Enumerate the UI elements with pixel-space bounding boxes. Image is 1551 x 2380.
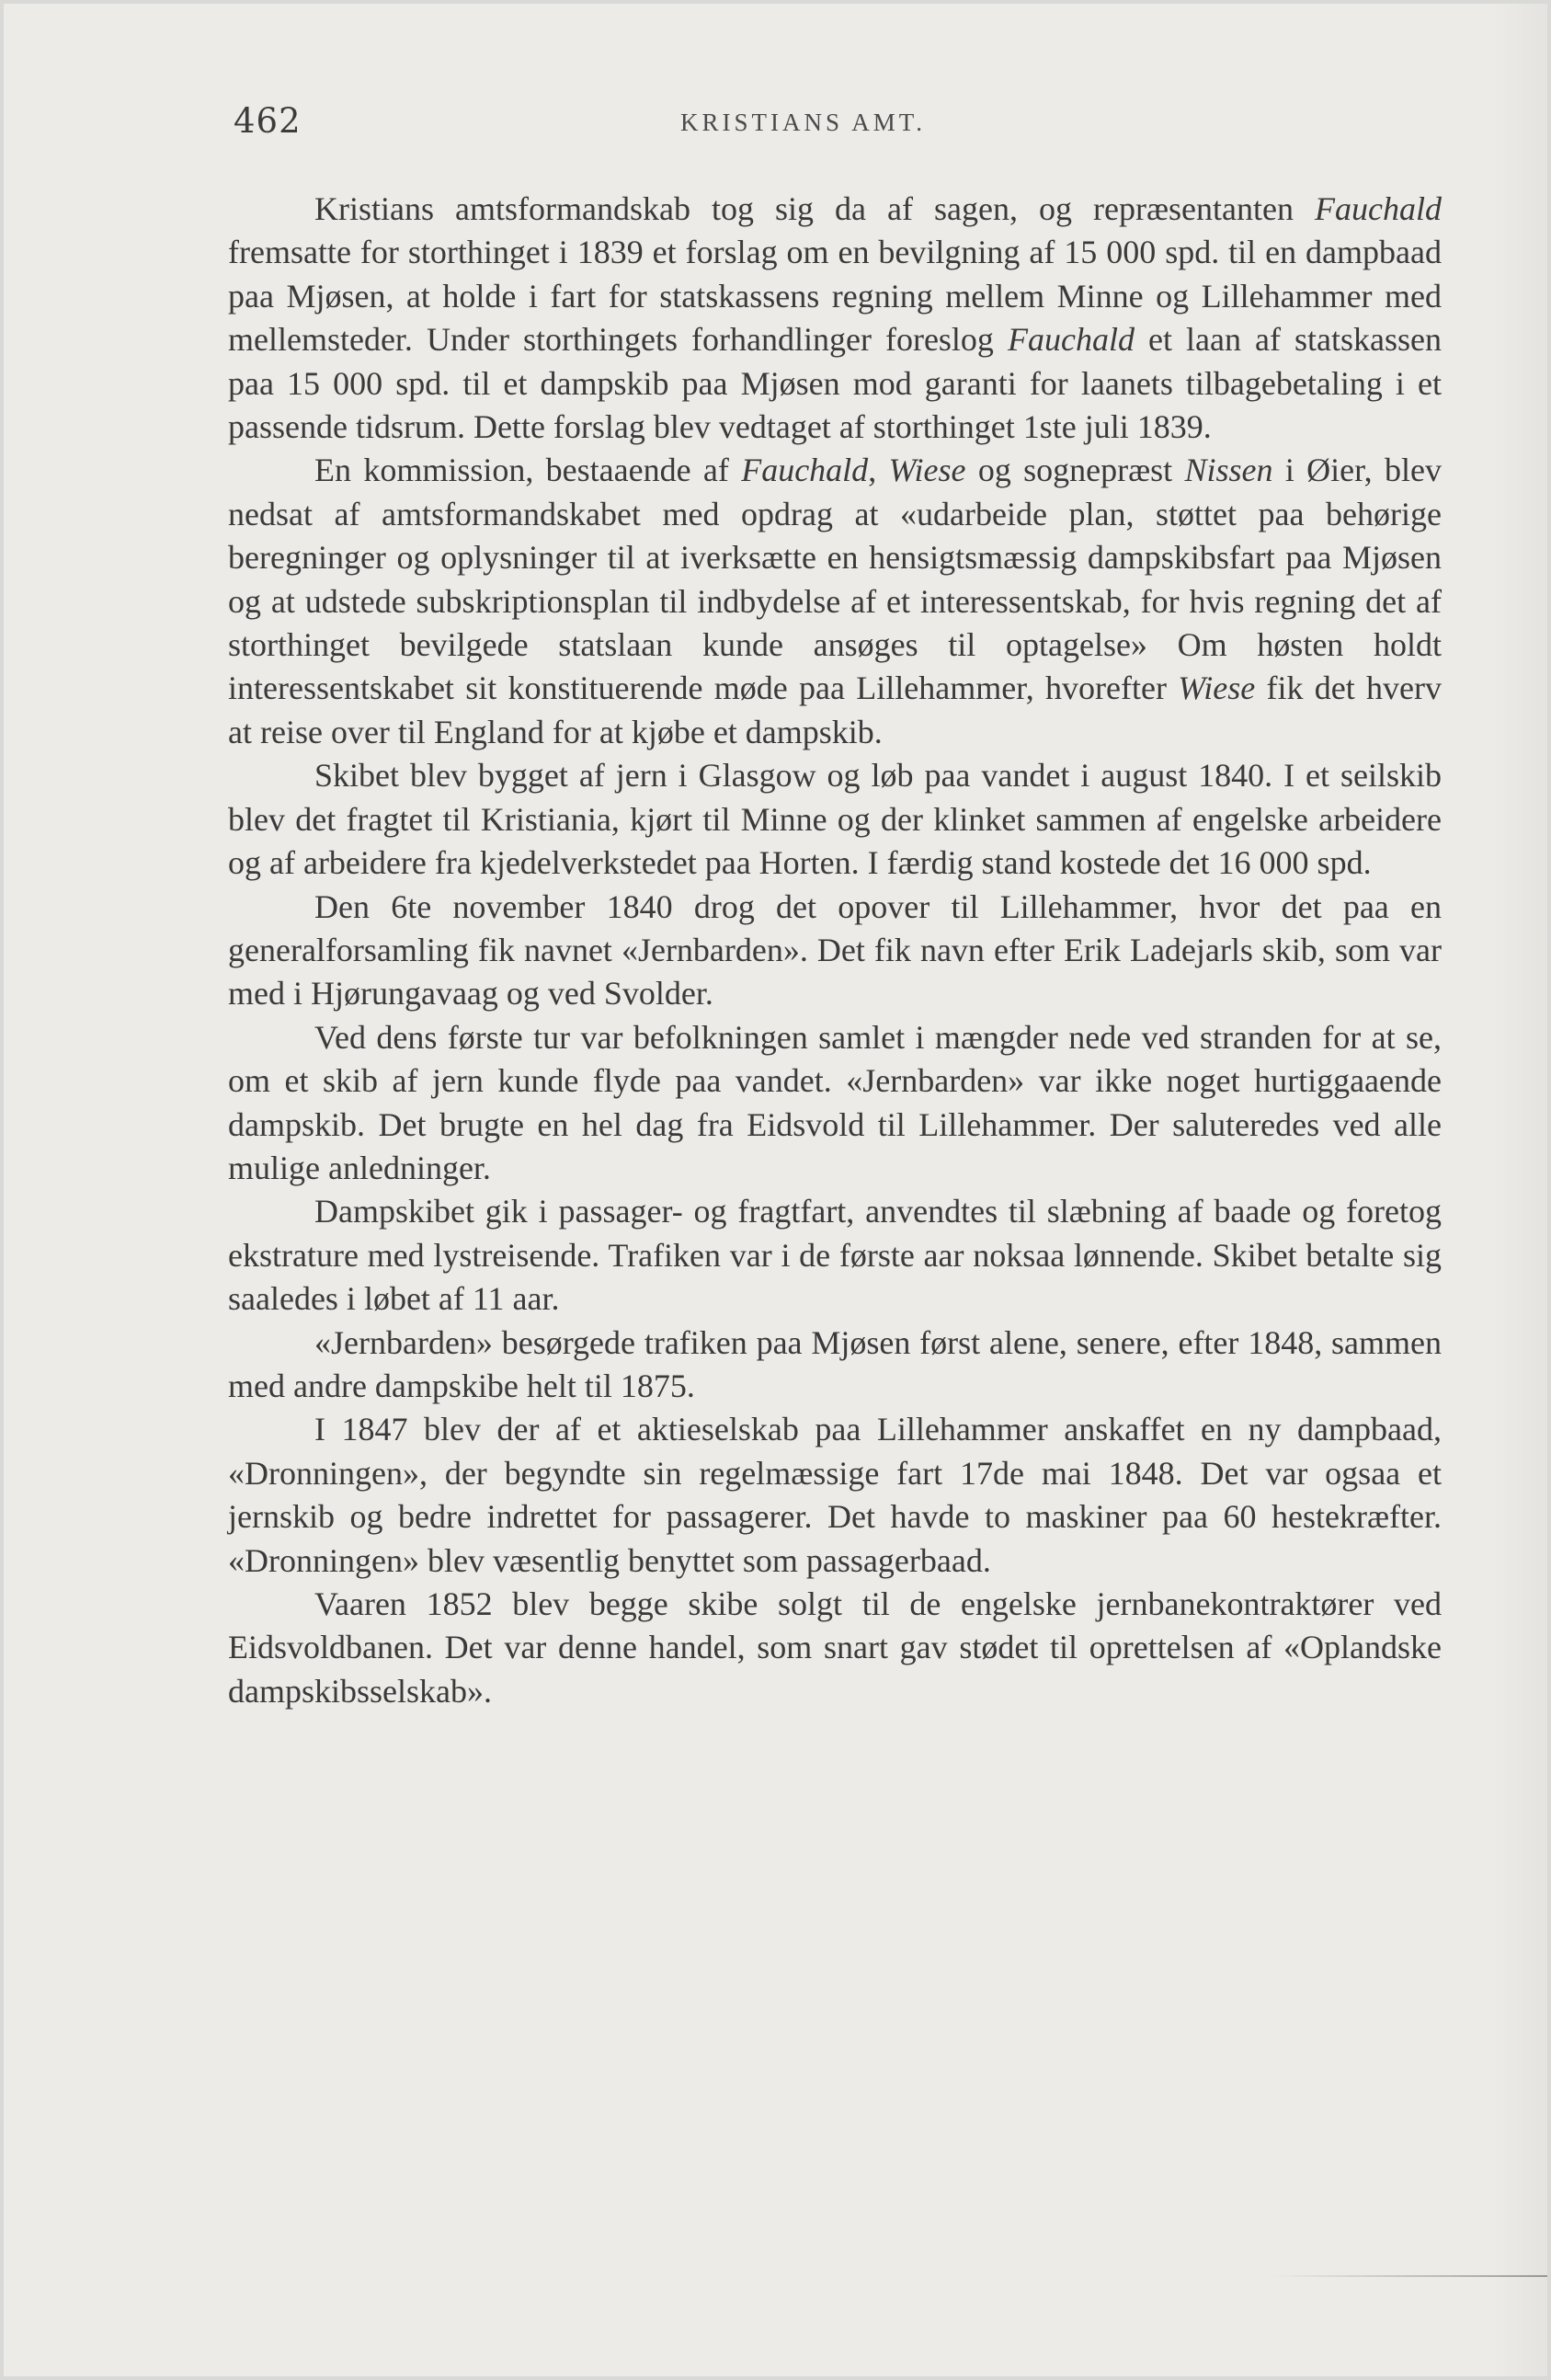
italic-name: Wiese <box>888 452 966 489</box>
page-number: 462 <box>234 101 302 141</box>
italic-name: Fauchald <box>1315 190 1442 227</box>
text-segment: En kommission, bestaaende af <box>314 452 742 489</box>
text-segment: Ved dens første tur var befolkningen samlet i mængder nede ved stranden for at se, om et skib af jern kunde flyde paa vandet. «Jernbarden» var ikke noget hurtiggaaende dampskib. Det brugte en hel dag fra Eidsvold til Lillehammer. Der saluteredes ved alle mulige anledninger. <box>228 1018 1442 1186</box>
paragraph <box>228 1190 1442 1321</box>
book-page <box>4 4 1547 2376</box>
paragraph <box>228 1408 1442 1583</box>
paragraph <box>228 449 1442 754</box>
paragraph <box>228 754 1442 885</box>
text-segment: , <box>868 452 889 489</box>
text-segment: og sognepræst <box>965 452 1185 489</box>
text-segment: Vaaren 1852 blev begge skibe solgt til de engelske jernbanekontraktører ved Eidsvoldbanen. Det var denne handel, som snart gav stødet til oprettelsen af «Oplandske dampskibsselskab». <box>228 1585 1442 1710</box>
text-segment: I 1847 blev der af et aktieselskab paa Lillehammer anskaffet en ny dampbaad, «Dronningen», der begyndte sin regelmæssige fart 17de mai 1848. Det var ogsaa et jernskib og bedre indrettet for passagerer. Det havde to maskiner paa 60 hestekræfter. «Dronningen» blev væsentlig benyttet som passagerbaad. <box>228 1411 1442 1579</box>
italic-name: Fauchald <box>1007 321 1135 359</box>
paragraph <box>228 1583 1442 1713</box>
text-segment: Dampskibet gik i passager- og fragtfart, anvendtes til slæbning af baade og foretog ekstrature med lystreisende. Trafiken var i de første aar noksaa lønnende. Skibet betalte sig saaledes i løbet af 11 aar. <box>228 1193 1442 1318</box>
text-segment: «Jernbarden» besørgede trafiken paa Mjøsen først alene, senere, efter 1848, sammen med andre dampskibe helt til 1875. <box>228 1323 1442 1404</box>
scan-edge-line <box>1272 2275 1547 2277</box>
running-head: KRISTIANS AMT. <box>679 109 927 136</box>
paragraph <box>228 188 1442 449</box>
page-header <box>4 4 1547 188</box>
paragraph <box>228 1322 1442 1409</box>
paragraph <box>228 1016 1442 1191</box>
text-segment: et laan af statskassen paa 15 000 spd. til et dampskib paa Mjøsen mod garanti for laanets tilbagebetaling i et passende tidsrum. Dette forslag blev vedtaget af storthinget 1ste juli 1839. <box>228 321 1442 446</box>
italic-name: Nissen <box>1184 452 1273 489</box>
text-segment: i Øier, blev nedsat af amtsformandskabet med opdrag at «udarbeide plan, støttet paa behørige beregninger og oplysninger til at iverksætte en hensigtsmæssig dampskibsfart paa Mjøsen og at udstede subskriptionsplan til indbydelse af et interessentskab, for hvis regning det af storthinget bevilgede statslaan kunde ansøges til optagelse» Om høsten holdt interessentskabet sit konstituerende møde paa Lillehammer, hvorefter <box>228 452 1442 707</box>
text-segment: fremsatte for storthinget i 1839 et forslag om en bevilgning af 15 000 spd. til en dampbaad paa Mjøsen, at holde i fart for statskassens regning mellem Minne og Lillehammer med mellemsteder. Under storthingets forhandlinger foreslog <box>228 234 1442 359</box>
text-segment: Skibet blev bygget af jern i Glasgow og løb paa vandet i august 1840. I et seilskib blev det fragtet til Kristiania, kjørt til Minne og der klinket sammen af engelske arbeidere og af arbeidere fra kjedelverkstedet paa Horten. I færdig stand kostede det 16 000 spd. <box>228 757 1442 882</box>
italic-name: Fauchald <box>741 452 869 489</box>
body-text <box>228 188 1442 1713</box>
text-segment: Kristians amtsformandskab tog sig da af sagen, og repræsentanten <box>314 190 1316 227</box>
text-segment: fik det hverv at reise over til England for at kjøbe et dampskib. <box>228 669 1442 750</box>
italic-name: Wiese <box>1178 669 1256 707</box>
text-segment: Den 6te november 1840 drog det opover til Lillehammer, hvor det paa en generalforsamling fik navnet «Jernbarden». Det fik navn efter Erik Ladejarls skib, som var med i Hjørungavaag og ved Svolder. <box>228 887 1442 1013</box>
paragraph <box>228 886 1442 1016</box>
